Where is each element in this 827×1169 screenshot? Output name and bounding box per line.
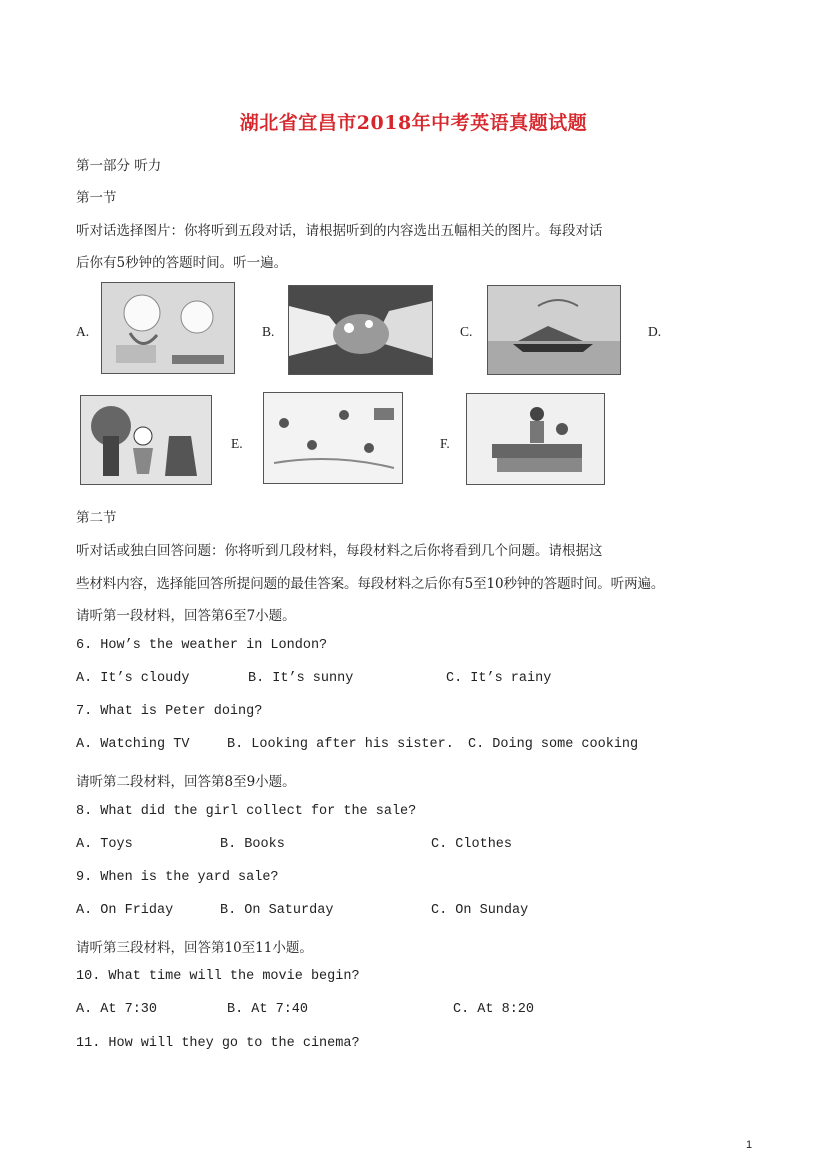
option-10b[interactable]: B. At 7:40 (227, 1002, 309, 1017)
option-6c[interactable]: C. It’s rainy (446, 671, 552, 686)
part-heading: 第一部分 听力 (76, 158, 162, 174)
option-7b[interactable]: B. Looking after his sister. (227, 737, 454, 752)
material-heading: 请听第二段材料，回答第8至9小题。 (76, 774, 296, 790)
instruction-line: 些材料内容，选择能回答所提问题的最佳答案。每段材料之后你有5至10秒钟的答题时间。听两遍。 (76, 576, 665, 592)
page-number: 1 (746, 1139, 753, 1151)
picture-b[interactable] (288, 285, 433, 375)
section-heading: 第一节 (76, 190, 117, 206)
kids-tree-cartoon-icon (81, 396, 211, 484)
option-6a[interactable]: A. It’s cloudy (76, 671, 190, 686)
picture-d[interactable] (80, 395, 212, 485)
section-heading: 第二节 (76, 510, 117, 526)
kids-on-books-icon (467, 394, 604, 484)
picture-e[interactable] (263, 392, 403, 484)
picture-label-f: F. (440, 436, 450, 451)
question-6: 6. How’s the weather in London? (76, 638, 328, 653)
kids-playground-scene-icon (264, 393, 402, 483)
question-7: 7. What is Peter doing? (76, 704, 263, 719)
picture-label-b: B. (262, 324, 275, 339)
instruction-line: 听对话或独白回答问题：你将听到几段材料，每段材料之后你将看到几个问题。请根据这 (76, 543, 603, 559)
picture-label-d: D. (648, 324, 662, 339)
picture-f[interactable] (466, 393, 605, 485)
picture-label-c: C. (460, 324, 473, 339)
option-8b[interactable]: B. Books (220, 837, 285, 852)
material-heading: 请听第一段材料，回答第6至7小题。 (76, 608, 296, 624)
option-10c[interactable]: C. At 8:20 (453, 1002, 535, 1017)
option-8a[interactable]: A. Toys (76, 837, 133, 852)
picture-c[interactable] (487, 285, 621, 375)
option-9c[interactable]: C. On Sunday (431, 903, 529, 918)
page-title: 湖北省宜昌市2018年中考英语真题试题 (239, 112, 588, 134)
instruction-line: 听对话选择图片：你将听到五段对话，请根据听到的内容选出五幅相关的图片。每段对话 (76, 223, 603, 239)
question-11: 11. How will they go to the cinema? (76, 1036, 360, 1051)
handshake-flags-icon (289, 286, 432, 374)
option-9a[interactable]: A. On Friday (76, 903, 174, 918)
question-9: 9. When is the yard sale? (76, 870, 279, 885)
picture-a[interactable] (101, 282, 235, 374)
olympic-mascot-poster-icon (102, 283, 234, 373)
option-8c[interactable]: C. Clothes (431, 837, 513, 852)
option-10a[interactable]: A. At 7:30 (76, 1002, 158, 1017)
question-8: 8. What did the girl collect for the sale? (76, 804, 417, 819)
option-6b[interactable]: B. It’s sunny (248, 671, 354, 686)
picture-label-a: A. (76, 324, 90, 339)
material-heading: 请听第三段材料，回答第10至11小题。 (76, 940, 313, 956)
question-10: 10. What time will the movie begin? (76, 969, 360, 984)
option-9b[interactable]: B. On Saturday (220, 903, 334, 918)
instruction-line: 后你有5秒钟的答题时间。听一遍。 (76, 255, 288, 271)
option-7a[interactable]: A. Watching TV (76, 737, 190, 752)
picture-label-e: E. (231, 436, 243, 451)
option-7c[interactable]: C. Doing some cooking (468, 737, 639, 752)
boat-river-scene-icon (488, 286, 620, 374)
